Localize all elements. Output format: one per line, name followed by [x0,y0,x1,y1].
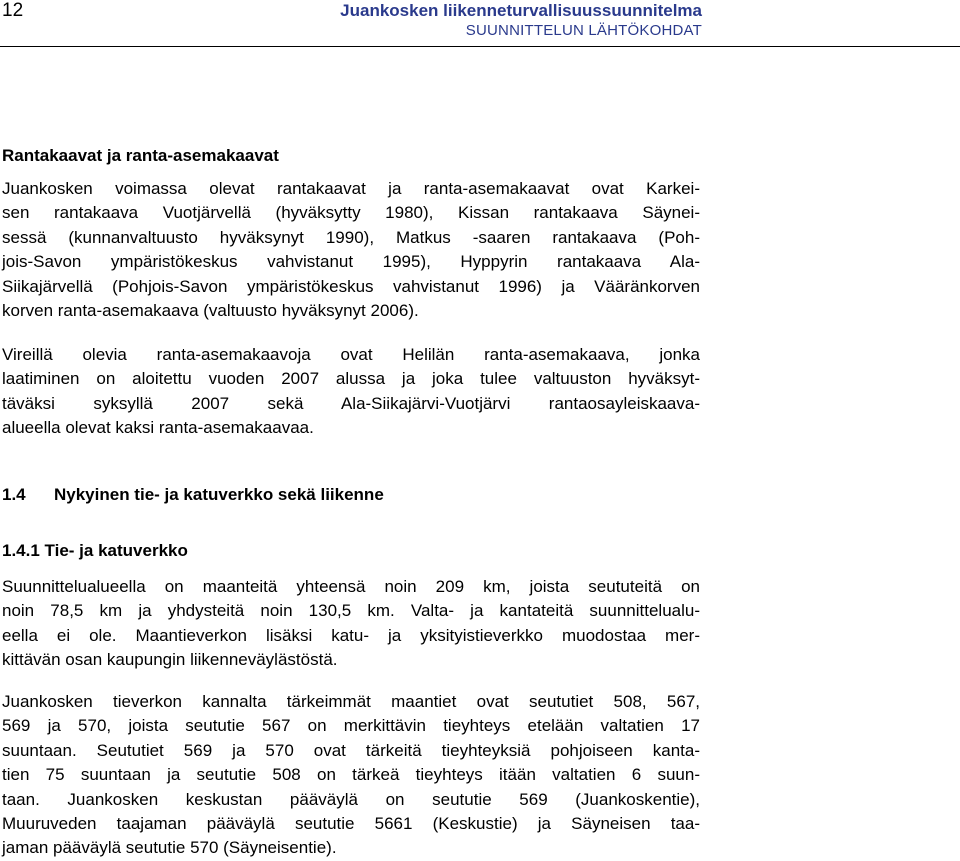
section-title: Tie- ja katuverkko [44,541,188,560]
text-line: jaman pääväylä seututie 570 (Säyneisentie). [2,838,337,858]
text-line: tien 75 suuntaan ja seututie 508 on tärkeä tieyhteys itään valtatien 6 suun- [2,765,700,785]
text-line: laatiminen on aloitettu vuoden 2007 alussa ja joka tulee valtuuston hyväksyt- [2,369,700,389]
text-line: Suunnittelualueella on maanteitä yhteensä noin 209 km, joista seututeitä on [2,577,700,596]
text-line: taan. Juankosken keskustan pääväylä on seututie 569 (Juankoskentie), [2,789,700,809]
paragraph-tieverkko-1 [2,575,700,673]
text-line: eella ei ole. Maantieverkon lisäksi katu- ja yksityistieverkko muodostaa mer- [2,625,700,645]
text-line: korven ranta-asemakaava (valtuusto hyväksynyt 2006). [2,300,419,320]
text-line: alueella olevat kaksi ranta-asemakaavaa. [2,418,314,438]
document-title: Juankosken liikenneturvallisuussuunnitelma [340,1,702,20]
text-line: suuntaan. Seututiet 569 ja 570 ovat tärkeitä tieyhteyksiä pohjoiseen kanta- [2,740,700,760]
text-line: sessä (kunnanvaltuusto hyväksynyt 1990), Matkus -saaren rantakaava (Poh- [2,227,700,247]
text-line: sen rantakaava Vuotjärvellä (hyväksytty 1980), Kissan rantakaava Säynei- [2,203,700,223]
chapter-title: SUUNNITTELUN LÄHTÖKOHDAT [465,22,702,39]
paragraph-tieverkko-2 [2,690,700,861]
paragraph-rantakaavat-1 [2,177,700,323]
text-line: Muuruveden taajaman pääväylä seututie 5661 (Keskustie) ja Säyneisen taa- [2,813,700,833]
heading-rantakaavat: Rantakaavat ja ranta-asemakaavat [2,146,279,165]
text-line: Siikajärvellä (Pohjois-Savon ympäristökeskus vahvistanut 1996) ja Vääränkorven [2,276,700,296]
text-line: Juankosken tieverkon kannalta tärkeimmät maantiet ovat seututiet 508, 567, [2,692,700,711]
text-line: Vireillä olevia ranta-asemakaavoja ovat Helilän ranta-asemakaava, jonka [2,345,700,364]
page-number: 12 [2,0,24,21]
text-line: täväksi syksyllä 2007 sekä Ala-Siikajärvi-Vuotjärvi rantaosayleiskaava- [2,393,700,413]
text-line: 569 ja 570, joista seututie 567 on merkittävin tieyhteys etelään valtatien 17 [2,716,700,736]
paragraph-rantakaavat-2 [2,343,700,441]
heading-section-1-4-1 [2,541,188,561]
section-number: 1.4 [2,485,26,504]
text-line: kittävän osan kaupungin liikenneväylästöstä. [2,650,338,670]
text-line: jois-Savon ympäristökeskus vahvistanut 1995), Hyppyrin rantakaava Ala- [2,252,700,272]
text-line: noin 78,5 km ja yhdysteitä noin 130,5 km. Valta- ja kantateitä suunnittelualu- [2,601,700,621]
text-line: Juankosken voimassa olevat rantakaavat ja ranta-asemakaavat ovat Karkei- [2,179,700,198]
section-number: 1.4.1 [2,541,40,560]
heading-section-1-4 [2,485,384,505]
section-title: Nykyinen tie- ja katuverkko sekä liikenne [54,485,384,504]
page-header [0,0,960,47]
